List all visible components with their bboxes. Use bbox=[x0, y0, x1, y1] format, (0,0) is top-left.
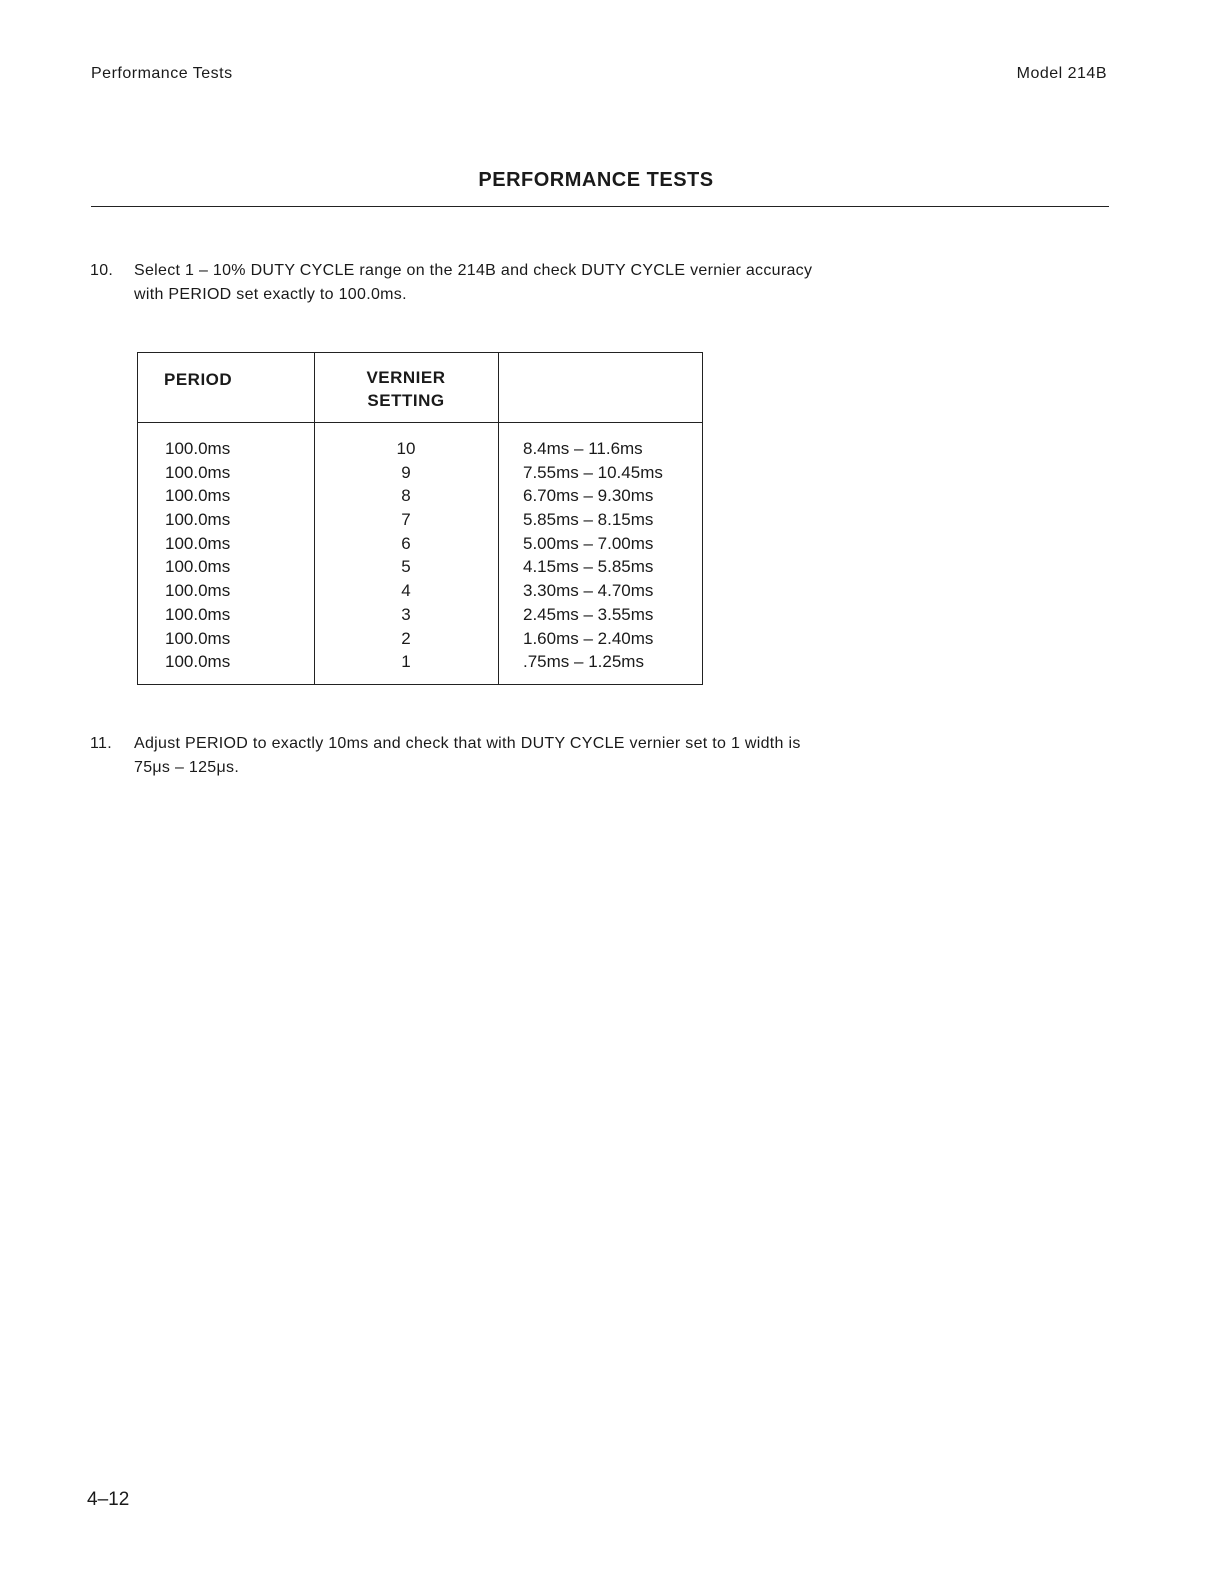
step-text-line: Select 1 – 10% DUTY CYCLE range on the 214B and check DUTY CYCLE vernier accuracy bbox=[134, 262, 813, 279]
duty-cycle-table bbox=[137, 352, 703, 685]
table-row bbox=[138, 627, 702, 651]
table-row bbox=[138, 484, 702, 508]
cell-vernier-setting: 1 bbox=[401, 652, 411, 672]
cell-period: 100.0ms bbox=[165, 510, 231, 530]
column-header-line: SETTING bbox=[367, 391, 445, 410]
table-row bbox=[138, 461, 702, 485]
cell-range: .75ms – 1.25ms bbox=[523, 652, 644, 672]
cell-range: 3.30ms – 4.70ms bbox=[523, 581, 654, 601]
cell-period: 100.0ms bbox=[165, 604, 231, 624]
running-header-section: Performance Tests bbox=[91, 65, 233, 82]
page-title: PERFORMANCE TESTS bbox=[478, 169, 714, 191]
cell-range: 4.15ms – 5.85ms bbox=[523, 557, 654, 577]
cell-vernier-setting: 10 bbox=[396, 439, 416, 458]
cell-vernier-setting: 4 bbox=[401, 581, 411, 601]
table-row bbox=[138, 555, 702, 579]
cell-range: 8.4ms – 11.6ms bbox=[523, 439, 643, 458]
table-row bbox=[138, 532, 702, 556]
cell-period: 100.0ms bbox=[165, 486, 231, 506]
step-text-line: with PERIOD set exactly to 100.0ms. bbox=[134, 286, 407, 303]
step-text-line: Adjust PERIOD to exactly 10ms and check that with DUTY CYCLE vernier set to 1 width is bbox=[134, 735, 801, 752]
cell-range: 5.00ms – 7.00ms bbox=[523, 533, 654, 553]
table-row bbox=[138, 579, 702, 603]
cell-range: 7.55ms – 10.45ms bbox=[523, 462, 663, 482]
cell-range: 6.70ms – 9.30ms bbox=[523, 486, 654, 506]
cell-period: 100.0ms bbox=[165, 462, 231, 482]
step-text bbox=[134, 732, 954, 780]
table-body bbox=[138, 437, 702, 674]
cell-period: 100.0ms bbox=[165, 628, 231, 648]
cell-range: 2.45ms – 3.55ms bbox=[523, 604, 654, 624]
running-header-model: Model 214B bbox=[1016, 65, 1107, 82]
column-header-line: VERNIER bbox=[366, 368, 446, 387]
cell-period: 100.0ms bbox=[165, 439, 231, 458]
cell-period: 100.0ms bbox=[165, 557, 231, 577]
cell-range: 5.85ms – 8.15ms bbox=[523, 510, 654, 530]
step-text bbox=[134, 259, 954, 307]
table-row bbox=[138, 508, 702, 532]
step-number: 11. bbox=[90, 735, 112, 752]
step-text-line: 75μs – 125μs. bbox=[134, 759, 240, 776]
cell-period: 100.0ms bbox=[165, 533, 231, 553]
header-divider bbox=[138, 422, 702, 423]
cell-vernier-setting: 6 bbox=[401, 533, 411, 553]
table-row bbox=[138, 650, 702, 674]
title-divider bbox=[91, 206, 1109, 207]
table-row bbox=[138, 603, 702, 627]
column-header-vernier-setting bbox=[314, 366, 498, 412]
cell-vernier-setting: 7 bbox=[401, 510, 411, 530]
cell-range: 1.60ms – 2.40ms bbox=[523, 628, 654, 648]
cell-vernier-setting: 8 bbox=[401, 486, 411, 506]
step-number: 10. bbox=[90, 262, 114, 279]
cell-period: 100.0ms bbox=[165, 652, 231, 672]
cell-period: 100.0ms bbox=[165, 581, 231, 601]
table-row bbox=[138, 437, 702, 461]
cell-vernier-setting: 9 bbox=[401, 462, 411, 482]
page-number: 4–12 bbox=[87, 1489, 130, 1510]
cell-vernier-setting: 5 bbox=[401, 557, 411, 577]
cell-vernier-setting: 2 bbox=[401, 628, 411, 648]
column-header-period: PERIOD bbox=[164, 370, 233, 389]
cell-vernier-setting: 3 bbox=[401, 604, 411, 624]
